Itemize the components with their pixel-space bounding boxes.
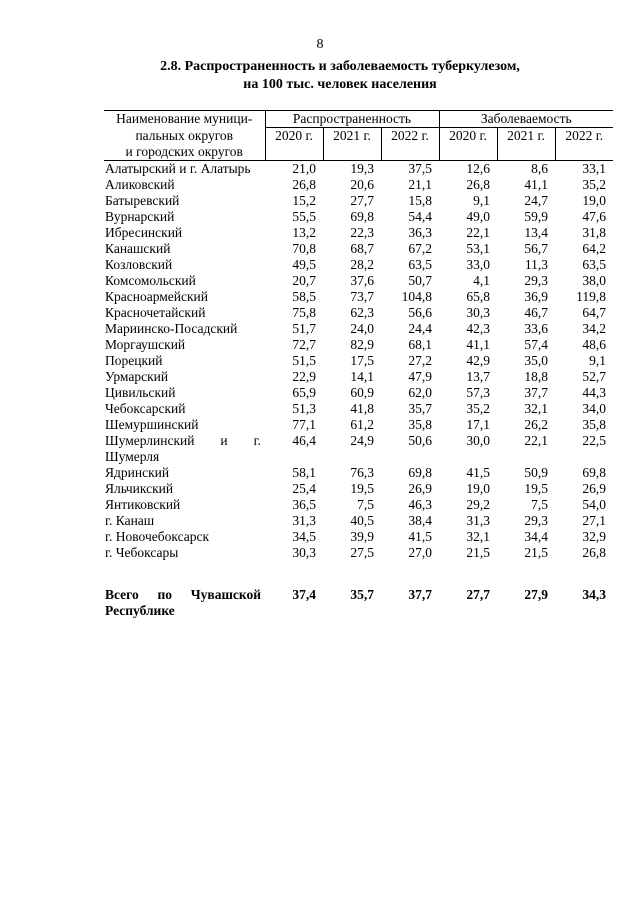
row-value: 27,7 (466, 586, 490, 602)
table-row (104, 177, 613, 193)
row-value: 53,1 (466, 240, 490, 256)
row-value: 34,0 (582, 400, 606, 416)
row-value: 34,2 (582, 320, 606, 336)
row-name: Мариинско-Посадский (105, 320, 238, 336)
row-value: 73,7 (350, 288, 374, 304)
row-value: 50,9 (524, 464, 548, 480)
row-value: 11,3 (524, 256, 548, 272)
row-value: 50,6 (408, 432, 432, 448)
row-name: Ибресинский (105, 224, 183, 240)
row-value: 36,5 (292, 496, 316, 512)
row-value: 31,3 (292, 512, 316, 528)
row-name: Вурнарский (105, 208, 175, 224)
row-value: 18,8 (524, 368, 548, 384)
year-header: 2022 г. (381, 128, 439, 161)
table-row (104, 417, 613, 433)
row-value: 64,7 (582, 304, 606, 320)
table-row (104, 513, 613, 529)
row-value: 31,8 (582, 224, 606, 240)
row-value: 24,7 (524, 192, 548, 208)
row-value: 19,5 (524, 480, 548, 496)
row-value: 48,6 (582, 336, 606, 352)
table-row (104, 305, 613, 321)
row-value: 35,8 (408, 416, 432, 432)
row-value: 33,1 (582, 160, 606, 176)
row-value: 38,0 (582, 272, 606, 288)
table-row (104, 385, 613, 401)
year-header: 2020 г. (439, 128, 497, 161)
row-name: Аликовский (105, 176, 175, 192)
row-value: 65,8 (466, 288, 490, 304)
row-name: Красноармейский (105, 288, 209, 304)
row-value: 19,0 (582, 192, 606, 208)
row-value: 62,3 (350, 304, 374, 320)
row-name: г. Канаш (105, 512, 155, 528)
row-value: 25,4 (292, 480, 316, 496)
row-value: 75,8 (292, 304, 316, 320)
row-value: 46,3 (408, 496, 432, 512)
table-row (104, 257, 613, 273)
row-value: 37,7 (524, 384, 548, 400)
name-column-header-line-3: и городских округов (125, 143, 243, 159)
row-value: 37,4 (292, 586, 316, 602)
row-value: 31,3 (466, 512, 490, 528)
row-value: 17,1 (466, 416, 490, 432)
row-value: 61,2 (350, 416, 374, 432)
row-value: 35,7 (408, 400, 432, 416)
row-value: 67,2 (408, 240, 432, 256)
row-value: 76,3 (350, 464, 374, 480)
row-value: 32,1 (466, 528, 490, 544)
row-value: 41,1 (524, 176, 548, 192)
row-value: 68,7 (350, 240, 374, 256)
row-value: 41,1 (466, 336, 490, 352)
row-name: Урмарский (105, 368, 169, 384)
table-row (104, 481, 613, 497)
row-value: 37,5 (408, 160, 432, 176)
row-value: 35,0 (524, 352, 548, 368)
table-row (104, 353, 613, 369)
row-value: 36,9 (524, 288, 548, 304)
prevalence-group-header: Распространенность (265, 111, 439, 128)
row-name: Алатырский и г. Алатырь (105, 160, 251, 176)
table-row (104, 529, 613, 545)
row-value: 30,3 (292, 544, 316, 560)
row-value: 9,1 (589, 352, 606, 368)
row-value: 63,5 (408, 256, 432, 272)
year-header: 2021 г. (497, 128, 555, 161)
row-value: 69,8 (582, 464, 606, 480)
row-value: 27,7 (350, 192, 374, 208)
row-value: 72,7 (292, 336, 316, 352)
row-value: 41,5 (466, 464, 490, 480)
table-row (104, 369, 613, 385)
row-value: 63,5 (582, 256, 606, 272)
row-value: 27,1 (582, 512, 606, 528)
row-value: 13,2 (292, 224, 316, 240)
row-name: Цивильский (105, 384, 176, 400)
row-value: 24,9 (350, 432, 374, 448)
row-value: 26,9 (408, 480, 432, 496)
row-value: 30,3 (466, 304, 490, 320)
row-name: Всего по Чувашской Республике (105, 586, 261, 618)
row-value: 33,6 (524, 320, 548, 336)
table-row (104, 321, 613, 337)
table-row (104, 465, 613, 481)
row-value: 57,4 (524, 336, 548, 352)
row-name: Яльчикский (105, 480, 174, 496)
row-value: 24,0 (350, 320, 374, 336)
row-value: 13,4 (524, 224, 548, 240)
row-value: 9,1 (473, 192, 490, 208)
row-value: 39,9 (350, 528, 374, 544)
row-value: 33,0 (466, 256, 490, 272)
row-value: 26,8 (466, 176, 490, 192)
row-value: 69,8 (408, 464, 432, 480)
row-value: 20,7 (292, 272, 316, 288)
row-value: 47,9 (408, 368, 432, 384)
name-column-header-cont (104, 128, 265, 161)
table-title-line-1: 2.8. Распространенность и заболеваемость туберкулезом, (160, 59, 520, 74)
row-value: 65,9 (292, 384, 316, 400)
row-value: 52,7 (582, 368, 606, 384)
row-value: 68,1 (408, 336, 432, 352)
table-row (104, 289, 613, 305)
row-value: 119,8 (576, 288, 606, 304)
row-value: 22,3 (350, 224, 374, 240)
row-value: 55,5 (292, 208, 316, 224)
table-title-line-2: на 100 тыс. человек населения (243, 77, 437, 92)
row-value: 22,5 (582, 432, 606, 448)
row-value: 70,8 (292, 240, 316, 256)
table-row (104, 209, 613, 225)
row-value: 29,2 (466, 496, 490, 512)
table-title (105, 58, 575, 94)
row-value: 8,6 (531, 160, 548, 176)
row-name: Козловский (105, 256, 173, 272)
row-value: 35,7 (350, 586, 374, 602)
total-row (104, 561, 613, 619)
row-value: 51,5 (292, 352, 316, 368)
row-value: 59,9 (524, 208, 548, 224)
row-value: 26,8 (582, 544, 606, 560)
row-value: 58,5 (292, 288, 316, 304)
row-value: 37,6 (350, 272, 374, 288)
row-name: г. Новочебоксарск (105, 528, 210, 544)
row-value: 22,1 (524, 432, 548, 448)
table-row (104, 225, 613, 241)
row-value: 21,1 (408, 176, 432, 192)
row-value: 20,6 (350, 176, 374, 192)
row-value: 34,4 (524, 528, 548, 544)
row-name: Ядринский (105, 464, 170, 480)
row-value: 21,0 (292, 160, 316, 176)
row-value: 42,9 (466, 352, 490, 368)
row-value: 15,8 (408, 192, 432, 208)
page-number: 8 (316, 37, 324, 52)
row-value: 46,7 (524, 304, 548, 320)
row-value: 41,8 (350, 400, 374, 416)
row-value: 22,9 (292, 368, 316, 384)
row-value: 58,1 (292, 464, 316, 480)
row-value: 64,2 (582, 240, 606, 256)
row-value: 34,3 (582, 586, 606, 602)
row-name: г. Чебоксары (105, 544, 179, 560)
row-value: 32,9 (582, 528, 606, 544)
row-name: Батыревский (105, 192, 180, 208)
row-value: 30,0 (466, 432, 490, 448)
row-value: 27,9 (524, 586, 548, 602)
row-value: 19,0 (466, 480, 490, 496)
row-value: 19,3 (350, 160, 374, 176)
row-value: 4,1 (473, 272, 490, 288)
row-value: 38,4 (408, 512, 432, 528)
row-value: 19,5 (350, 480, 374, 496)
row-value: 51,3 (292, 400, 316, 416)
row-name: Янтиковский (105, 496, 181, 512)
row-value: 69,8 (350, 208, 374, 224)
row-name: Канашский (105, 240, 171, 256)
row-value: 7,5 (357, 496, 374, 512)
row-name: Моргаушский (105, 336, 186, 352)
row-value: 28,2 (350, 256, 374, 272)
tuberculosis-table (104, 110, 613, 619)
row-value: 14,1 (350, 368, 374, 384)
row-value: 54,0 (582, 496, 606, 512)
table-row (104, 401, 613, 417)
row-name: Чебоксарский (105, 400, 186, 416)
table-row (104, 273, 613, 289)
row-value: 7,5 (531, 496, 548, 512)
table-row (104, 433, 613, 465)
row-value: 27,5 (350, 544, 374, 560)
year-header: 2021 г. (323, 128, 381, 161)
row-value: 12,6 (466, 160, 490, 176)
row-value: 40,5 (350, 512, 374, 528)
row-value: 77,1 (292, 416, 316, 432)
row-name: Красночетайский (105, 304, 206, 320)
row-value: 82,9 (350, 336, 374, 352)
row-value: 22,1 (466, 224, 490, 240)
row-value: 49,0 (466, 208, 490, 224)
row-value: 35,2 (582, 176, 606, 192)
row-name: Комсомольский (105, 272, 196, 288)
row-value: 56,6 (408, 304, 432, 320)
row-value: 29,3 (524, 272, 548, 288)
incidence-group-header: Заболеваемость (439, 111, 613, 128)
row-value: 54,4 (408, 208, 432, 224)
row-value: 27,2 (408, 352, 432, 368)
row-value: 104,8 (401, 288, 432, 304)
row-value: 35,8 (582, 416, 606, 432)
row-value: 56,7 (524, 240, 548, 256)
row-value: 60,9 (350, 384, 374, 400)
row-value: 47,6 (582, 208, 606, 224)
row-value: 21,5 (466, 544, 490, 560)
row-value: 34,5 (292, 528, 316, 544)
row-name: Шумерлинский и г. Шумерля (105, 432, 261, 464)
year-header: 2020 г. (265, 128, 323, 161)
table-row (104, 241, 613, 257)
row-value: 26,9 (582, 480, 606, 496)
row-value: 29,3 (524, 512, 548, 528)
row-name: Порецкий (105, 352, 163, 368)
row-value: 46,4 (292, 432, 316, 448)
row-value: 36,3 (408, 224, 432, 240)
year-header: 2022 г. (555, 128, 613, 161)
row-value: 49,5 (292, 256, 316, 272)
row-value: 35,2 (466, 400, 490, 416)
row-value: 41,5 (408, 528, 432, 544)
name-column-header (104, 111, 265, 128)
row-value: 24,4 (408, 320, 432, 336)
row-value: 26,8 (292, 176, 316, 192)
table-body (104, 160, 613, 619)
table-row (104, 497, 613, 513)
name-column-header-line-2: пальных округов (135, 127, 234, 143)
row-value: 51,7 (292, 320, 316, 336)
row-value: 32,1 (524, 400, 548, 416)
name-column-header-line-1: Наименование муници- (116, 111, 253, 126)
row-value: 17,5 (350, 352, 374, 368)
row-value: 57,3 (466, 384, 490, 400)
row-value: 37,7 (408, 586, 432, 602)
row-value: 62,0 (408, 384, 432, 400)
row-value: 44,3 (582, 384, 606, 400)
table-row (104, 193, 613, 209)
row-value: 13,7 (466, 368, 490, 384)
row-value: 21,5 (524, 544, 548, 560)
row-value: 50,7 (408, 272, 432, 288)
table-row (104, 337, 613, 353)
row-value: 26,2 (524, 416, 548, 432)
row-value: 15,2 (292, 192, 316, 208)
table-row (104, 545, 613, 561)
table-row (104, 160, 613, 177)
row-name: Шемуршинский (105, 416, 199, 432)
row-value: 42,3 (466, 320, 490, 336)
row-value: 27,0 (408, 544, 432, 560)
